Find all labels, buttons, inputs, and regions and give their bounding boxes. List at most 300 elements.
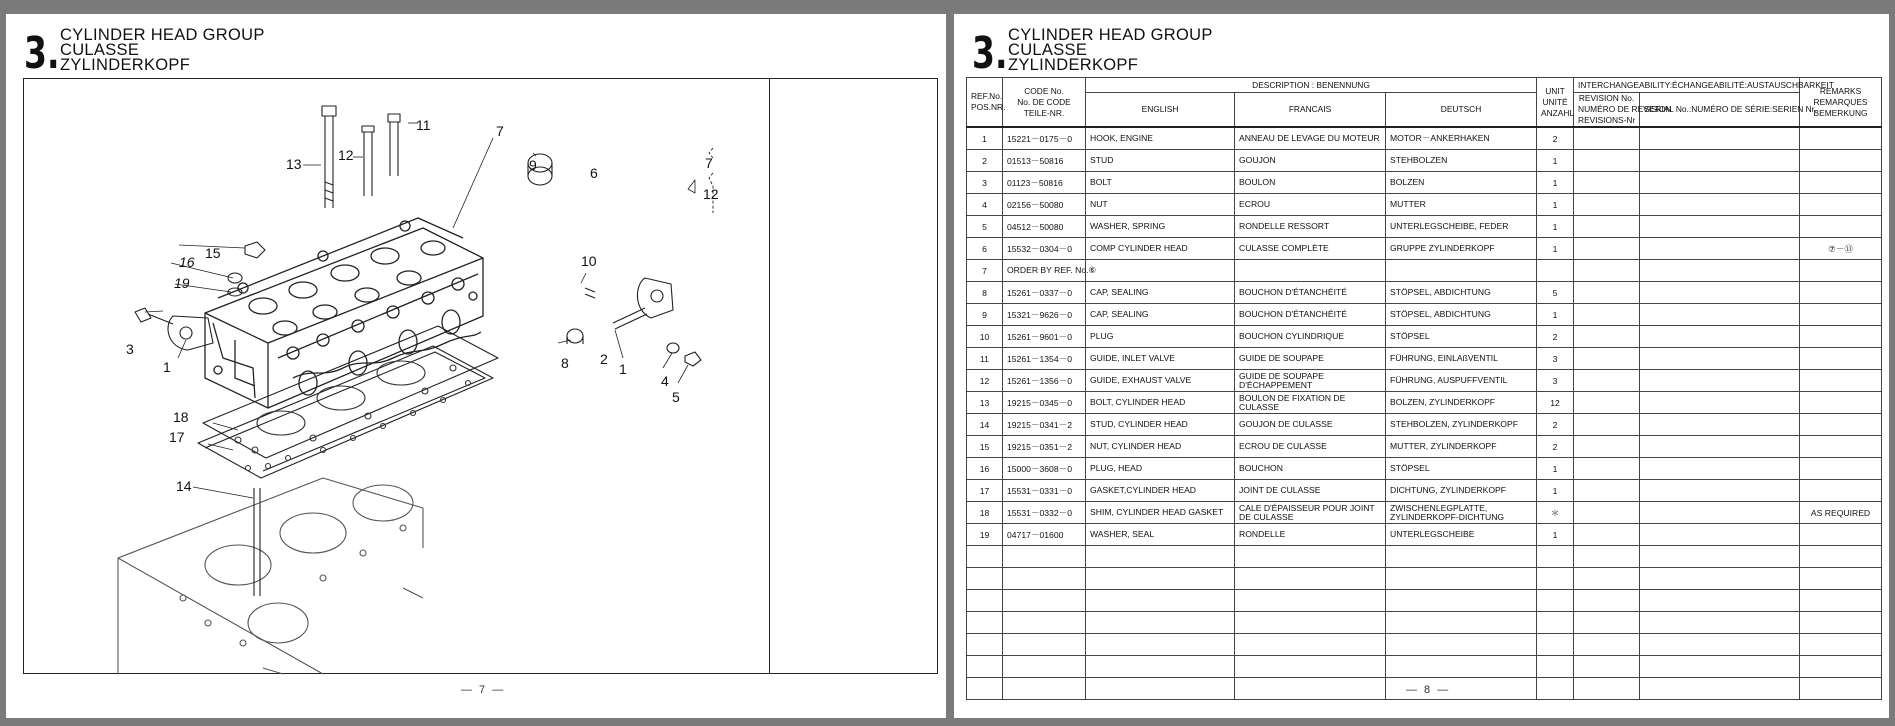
callout-7-right: 7: [705, 155, 713, 171]
callout-1-right: 1: [619, 361, 627, 377]
cell-blank: [1235, 546, 1386, 568]
cell-ref: 15: [967, 436, 1003, 458]
cell-blank: [1003, 590, 1086, 612]
cell-ref: 13: [967, 392, 1003, 414]
cell-fr: JOINT DE CULASSE: [1235, 480, 1386, 502]
cell-ref: 19: [967, 524, 1003, 546]
engine-hook-left: [168, 316, 213, 350]
table-row: [967, 172, 1882, 194]
callout-10: 10: [581, 253, 597, 269]
cell-remarks: [1800, 282, 1882, 304]
cell-blank: [1574, 304, 1640, 326]
cell-blank: [1574, 524, 1640, 546]
cell-blank: [1640, 436, 1800, 458]
head-bolt-13: [322, 106, 336, 208]
header-unit: UNIT UNITÉ ANZAHL: [1537, 78, 1574, 128]
cell-blank: [1640, 238, 1800, 260]
cell-blank: [1640, 546, 1800, 568]
cell-blank: [1086, 568, 1235, 590]
table-row-empty: [967, 546, 1882, 568]
cell-blank: [1086, 546, 1235, 568]
callout-17: 17: [169, 429, 185, 445]
cell-blank: [1235, 612, 1386, 634]
right-page: [954, 14, 1889, 718]
cell-en: HOOK, ENGINE: [1086, 127, 1235, 150]
cell-en: BOLT, CYLINDER HEAD: [1086, 392, 1235, 414]
cell-fr: GOUJON DE CULASSE: [1235, 414, 1386, 436]
cell-blank: [1574, 480, 1640, 502]
cell-blank: [1640, 524, 1800, 546]
cell-ref: 9: [967, 304, 1003, 326]
cell-blank: [1574, 634, 1640, 656]
table-row: [967, 370, 1882, 392]
cell-de: UNTERLEGSCHEIBE, FEDER: [1386, 216, 1537, 238]
cell-ref: 3: [967, 172, 1003, 194]
exhaust-valve-guide-12: [362, 126, 374, 196]
cell-blank: [1574, 590, 1640, 612]
cell-remarks: ⑦－⑬: [1800, 238, 1882, 260]
title-french: CULASSE: [60, 41, 140, 59]
cell-remarks: [1800, 326, 1882, 348]
cell-blank: [1574, 414, 1640, 436]
table-row: [967, 238, 1882, 260]
cell-de: BOLZEN, ZYLINDERKOPF: [1386, 392, 1537, 414]
callout-2: 2: [600, 351, 608, 367]
cell-code: 15531－0331－0: [1003, 480, 1086, 502]
nut-5: [685, 352, 701, 366]
cell-unit: 3: [1537, 348, 1574, 370]
cell-code: 15000－3608－0: [1003, 458, 1086, 480]
cell-ref: 6: [967, 238, 1003, 260]
cell-blank: [1235, 568, 1386, 590]
header-english: ENGLISH: [1086, 93, 1235, 128]
cell-remarks: [1800, 524, 1882, 546]
cell-remarks: [1800, 414, 1882, 436]
callout-9: 9: [529, 157, 537, 173]
exploded-view-diagram: [23, 78, 769, 674]
cell-remarks: [1800, 436, 1882, 458]
cell-ref: 1: [967, 127, 1003, 150]
cell-remarks: [1800, 150, 1882, 172]
cell-blank: [1640, 634, 1800, 656]
cell-en: STUD, CYLINDER HEAD: [1086, 414, 1235, 436]
cell-blank: [1640, 348, 1800, 370]
cell-unit: 1: [1537, 238, 1574, 260]
nut-15: [245, 242, 265, 258]
left-page: [6, 14, 946, 718]
cell-blank: [1086, 656, 1235, 678]
callout-13: 13: [286, 156, 302, 172]
cell-blank: [1800, 634, 1882, 656]
page-number-left: — 7 —: [461, 684, 506, 696]
header-francais: FRANCAIS: [1235, 93, 1386, 128]
cell-fr: GUIDE DE SOUPAPE D'ÉCHAPPEMENT: [1235, 370, 1386, 392]
cell-remarks: [1800, 127, 1882, 150]
cell-ref: 2: [967, 150, 1003, 172]
cell-unit: [1537, 260, 1574, 282]
cell-fr: ECROU DE CULASSE: [1235, 436, 1386, 458]
cell-blank: [1800, 568, 1882, 590]
cell-blank: [1574, 326, 1640, 348]
cell-fr: BOULON: [1235, 172, 1386, 194]
cell-blank: [1640, 216, 1800, 238]
table-row-empty: [967, 612, 1882, 634]
cell-remarks: [1800, 260, 1882, 282]
cell-blank: [1574, 656, 1640, 678]
table-row: [967, 348, 1882, 370]
cell-remarks: [1800, 480, 1882, 502]
cell-blank: [1640, 172, 1800, 194]
callout-15: 15: [205, 245, 221, 261]
cell-blank: [1800, 678, 1882, 700]
table-row: [967, 194, 1882, 216]
cell-de: FÜHRUNG, AUSPUFFVENTIL: [1386, 370, 1537, 392]
callout-14: 14: [176, 478, 192, 494]
cell-blank: [967, 590, 1003, 612]
title-german-right: ZYLINDERKOPF: [1008, 56, 1139, 74]
cell-blank: [1386, 656, 1537, 678]
cell-unit: 2: [1537, 436, 1574, 458]
cell-unit: 12: [1537, 392, 1574, 414]
cell-en: STUD: [1086, 150, 1235, 172]
cell-ref: 11: [967, 348, 1003, 370]
cell-blank: [1640, 502, 1800, 524]
cell-code: 19215－0351－2: [1003, 436, 1086, 458]
cylinder-head: [205, 218, 483, 408]
callout-6: 6: [590, 165, 598, 181]
engine-hook-right: [637, 278, 673, 318]
cell-blank: [1640, 260, 1800, 282]
cell-en: PLUG: [1086, 326, 1235, 348]
cell-fr: BOUCHON: [1235, 458, 1386, 480]
table-row: [967, 127, 1882, 150]
table-row-empty: [967, 590, 1882, 612]
cell-blank: [1800, 612, 1882, 634]
cell-fr: BOULON DE FIXATION DE CULASSE: [1235, 392, 1386, 414]
cell-blank: [1537, 568, 1574, 590]
cell-blank: [1086, 590, 1235, 612]
callout-16: 16: [179, 254, 195, 270]
cell-blank: [1537, 678, 1574, 700]
header-description: DESCRIPTION : BENENNUNG: [1086, 78, 1537, 93]
header-ref: REF.No. POS.NR.: [967, 78, 1003, 128]
cell-blank: [1574, 150, 1640, 172]
cell-de: STÖPSEL: [1386, 458, 1537, 480]
cell-de: ZWISCHENLEGPLATTE, ZYLINDERKOPF-DICHTUNG: [1386, 502, 1537, 524]
cell-blank: [1640, 678, 1800, 700]
section-number-right: 3.: [972, 28, 1008, 79]
table-row: [967, 392, 1882, 414]
cell-de: [1386, 260, 1537, 282]
cell-de: UNTERLEGSCHEIBE: [1386, 524, 1537, 546]
cell-blank: [1574, 370, 1640, 392]
cell-blank: [1640, 194, 1800, 216]
gasket-holes: [235, 361, 471, 471]
cell-blank: [1537, 656, 1574, 678]
table-row-empty: [967, 568, 1882, 590]
table-row: [967, 150, 1882, 172]
cell-blank: [967, 546, 1003, 568]
frame-divider: [769, 78, 770, 674]
cell-fr: BOUCHON D'ÉTANCHÉITÉ: [1235, 304, 1386, 326]
cell-blank: [1574, 568, 1640, 590]
cell-remarks: [1800, 194, 1882, 216]
cell-blank: [1640, 127, 1800, 150]
cell-blank: [1537, 590, 1574, 612]
cell-en: BOLT: [1086, 172, 1235, 194]
cell-de: DICHTUNG, ZYLINDERKOPF: [1386, 480, 1537, 502]
engine-block: [118, 478, 423, 674]
cell-remarks: [1800, 370, 1882, 392]
cell-de: STEHBOLZEN, ZYLINDERKOPF: [1386, 414, 1537, 436]
header-code: CODE No. No. DE CODE TEILE-NR.: [1003, 78, 1086, 128]
parts-table-body: [967, 127, 1882, 700]
table-row: [967, 480, 1882, 502]
header-interchangeability: INTERCHANGEABILITY:ÉCHANGEABILITÉ:AUSTAUSCHBARKEIT: [1574, 78, 1800, 93]
cell-blank: [1537, 612, 1574, 634]
cell-de: STÖPSEL, ABDICHTUNG: [1386, 304, 1537, 326]
cell-code: 15321－9626－0: [1003, 304, 1086, 326]
cell-unit: 1: [1537, 194, 1574, 216]
cell-blank: [1574, 282, 1640, 304]
leader-lines: [145, 123, 695, 498]
cell-blank: [1574, 348, 1640, 370]
title-german: ZYLINDERKOPF: [60, 56, 191, 74]
cell-code: 04512－50080: [1003, 216, 1086, 238]
table-row: [967, 458, 1882, 480]
cell-blank: [1574, 392, 1640, 414]
cell-blank: [1640, 568, 1800, 590]
cell-blank: [1640, 326, 1800, 348]
cell-code: 15261－1356－0: [1003, 370, 1086, 392]
cell-blank: [1003, 634, 1086, 656]
cell-blank: [1640, 458, 1800, 480]
cell-blank: [967, 568, 1003, 590]
cell-unit: 1: [1537, 480, 1574, 502]
cell-ref: 8: [967, 282, 1003, 304]
plug-16: [228, 273, 242, 283]
cell-ref: 18: [967, 502, 1003, 524]
cell-blank: [1003, 678, 1086, 700]
callout-12-right: 12: [703, 186, 719, 202]
cell-remarks: [1800, 216, 1882, 238]
cell-code: 15261－1354－0: [1003, 348, 1086, 370]
callout-11: 11: [416, 117, 431, 133]
cell-de: MOTOR－ANKERHAKEN: [1386, 127, 1537, 150]
table-row: [967, 326, 1882, 348]
cell-fr: RONDELLE: [1235, 524, 1386, 546]
cell-ref: 17: [967, 480, 1003, 502]
cell-remarks: [1800, 304, 1882, 326]
cell-blank: [1235, 678, 1386, 700]
cell-blank: [1003, 656, 1086, 678]
cell-de: FÜHRUNG, EINLAßVENTIL: [1386, 348, 1537, 370]
plug-10: [585, 288, 595, 298]
cell-remarks: [1800, 172, 1882, 194]
cell-de: STÖPSEL: [1386, 326, 1537, 348]
cell-blank: [1003, 546, 1086, 568]
cell-unit: 2: [1537, 127, 1574, 150]
cell-code: 19215－0341－2: [1003, 414, 1086, 436]
washer-4: [667, 343, 679, 353]
callout-5: 5: [672, 389, 680, 405]
title-english: CYLINDER HEAD GROUP: [60, 26, 265, 44]
cell-blank: [1640, 480, 1800, 502]
cell-blank: [1386, 546, 1537, 568]
cell-de: STÖPSEL, ABDICHTUNG: [1386, 282, 1537, 304]
table-row-empty: [967, 634, 1882, 656]
cell-unit: 1: [1537, 458, 1574, 480]
cell-unit: 2: [1537, 414, 1574, 436]
cell-ref: 14: [967, 414, 1003, 436]
cell-blank: [1386, 634, 1537, 656]
callout-1-left: 1: [163, 359, 171, 375]
cell-ref: 5: [967, 216, 1003, 238]
callout-7: 7: [496, 123, 504, 139]
cell-de: STEHBOLZEN: [1386, 150, 1537, 172]
cell-en: NUT, CYLINDER HEAD: [1086, 436, 1235, 458]
cell-unit: 2: [1537, 326, 1574, 348]
cell-unit: 1: [1537, 172, 1574, 194]
parts-table: [966, 77, 1882, 700]
cell-de: MUTTER, ZYLINDERKOPF: [1386, 436, 1537, 458]
cell-blank: [1640, 282, 1800, 304]
cell-blank: [1235, 634, 1386, 656]
cell-blank: [1003, 612, 1086, 634]
cell-blank: [1386, 612, 1537, 634]
cell-blank: [967, 656, 1003, 678]
table-row: [967, 436, 1882, 458]
cell-blank: [1640, 370, 1800, 392]
cell-blank: [1800, 590, 1882, 612]
inlet-valve-guide-11: [388, 114, 400, 176]
cell-de: GRUPPE ZYLINDERKOPF: [1386, 238, 1537, 260]
callout-18: 18: [173, 409, 189, 425]
cell-fr: [1235, 260, 1386, 282]
cell-blank: [1640, 612, 1800, 634]
cell-blank: [1574, 194, 1640, 216]
cell-code: 15261－9601－0: [1003, 326, 1086, 348]
table-row-empty: [967, 656, 1882, 678]
cell-en: NUT: [1086, 194, 1235, 216]
cell-blank: [1800, 546, 1882, 568]
cell-en: GUIDE, EXHAUST VALVE: [1086, 370, 1235, 392]
cell-blank: [1574, 502, 1640, 524]
callout-19: 19: [174, 275, 190, 291]
cell-unit: 1: [1537, 524, 1574, 546]
cell-en: COMP CYLINDER HEAD: [1086, 238, 1235, 260]
cell-unit: 5: [1537, 282, 1574, 304]
cell-unit: ＊: [1537, 502, 1574, 524]
cell-ref: 7: [967, 260, 1003, 282]
section-number: 3.: [24, 28, 60, 79]
cell-de: BOLZEN: [1386, 172, 1537, 194]
header-serial: SERIAL No.:NUMÉRO DE SÉRIE:SERIEN Nr.: [1640, 93, 1800, 128]
cell-remarks: [1800, 458, 1882, 480]
cell-unit: 3: [1537, 370, 1574, 392]
cell-en: GUIDE, INLET VALVE: [1086, 348, 1235, 370]
cell-unit: 1: [1537, 150, 1574, 172]
cell-ref: 12: [967, 370, 1003, 392]
cell-en: CAP, SEALING: [1086, 282, 1235, 304]
cell-blank: [1235, 590, 1386, 612]
bolt-3: [135, 308, 173, 324]
cell-blank: [967, 634, 1003, 656]
cell-blank: [1800, 656, 1882, 678]
cell-remarks: [1800, 348, 1882, 370]
table-row: [967, 502, 1882, 524]
cylinder-head-gasket: [198, 346, 493, 478]
cell-de: MUTTER: [1386, 194, 1537, 216]
callout-8: 8: [561, 355, 569, 371]
cell-blank: [1003, 568, 1086, 590]
cell-code: 01513－50816: [1003, 150, 1086, 172]
cell-unit: 1: [1537, 216, 1574, 238]
cell-blank: [1640, 150, 1800, 172]
cell-blank: [1386, 568, 1537, 590]
page-number-right: — 8 —: [1406, 684, 1451, 696]
cell-blank: [1086, 634, 1235, 656]
cell-blank: [1574, 678, 1640, 700]
cell-fr: CALE D'ÉPAISSEUR POUR JOINT DE CULASSE: [1235, 502, 1386, 524]
cell-en: WASHER, SEAL: [1086, 524, 1235, 546]
cell-fr: GOUJON: [1235, 150, 1386, 172]
cell-blank: [1574, 458, 1640, 480]
cell-ref: 10: [967, 326, 1003, 348]
cell-remarks: [1800, 392, 1882, 414]
cell-ref: 16: [967, 458, 1003, 480]
callout-12: 12: [338, 147, 354, 163]
cell-blank: [1640, 590, 1800, 612]
cell-blank: [1386, 590, 1537, 612]
cell-blank: [1574, 612, 1640, 634]
cell-fr: BOUCHON D'ÉTANCHÉITÉ: [1235, 282, 1386, 304]
cell-blank: [1574, 172, 1640, 194]
cell-unit: 1: [1537, 304, 1574, 326]
header-remarks: REMARKS REMARQUES BEMERKUNG: [1800, 78, 1882, 128]
cell-fr: BOUCHON CYLINDRIQUE: [1235, 326, 1386, 348]
cell-blank: [967, 678, 1003, 700]
cell-en: CAP, SEALING: [1086, 304, 1235, 326]
cell-en: GASKET,CYLINDER HEAD: [1086, 480, 1235, 502]
cell-code: 19215－0345－0: [1003, 392, 1086, 414]
table-row: [967, 304, 1882, 326]
cell-code: 01123－50816: [1003, 172, 1086, 194]
cell-blank: [967, 612, 1003, 634]
cell-blank: [1640, 414, 1800, 436]
cell-en: SHIM, CYLINDER HEAD GASKET: [1086, 502, 1235, 524]
header-deutsch: DEUTSCH: [1386, 93, 1537, 128]
cell-blank: [1537, 546, 1574, 568]
cell-fr: GUIDE DE SOUPAPE: [1235, 348, 1386, 370]
cell-blank: [1574, 238, 1640, 260]
cell-fr: ECROU: [1235, 194, 1386, 216]
sealing-cap-8: [567, 329, 583, 344]
callout-4: 4: [661, 373, 669, 389]
cell-blank: [1640, 392, 1800, 414]
cell-code: 02156－50080: [1003, 194, 1086, 216]
cell-code: 15531－0332－0: [1003, 502, 1086, 524]
cell-blank: [1640, 656, 1800, 678]
callout-3: 3: [126, 341, 134, 357]
table-row: [967, 524, 1882, 546]
header-revision: REVISION No. NUMÉRO DE REVISION REVISIONS-Nr: [1574, 93, 1640, 128]
cell-en: [1086, 260, 1235, 282]
cell-blank: [1574, 260, 1640, 282]
cell-blank: [1537, 634, 1574, 656]
cell-blank: [1574, 127, 1640, 150]
table-row: [967, 282, 1882, 304]
